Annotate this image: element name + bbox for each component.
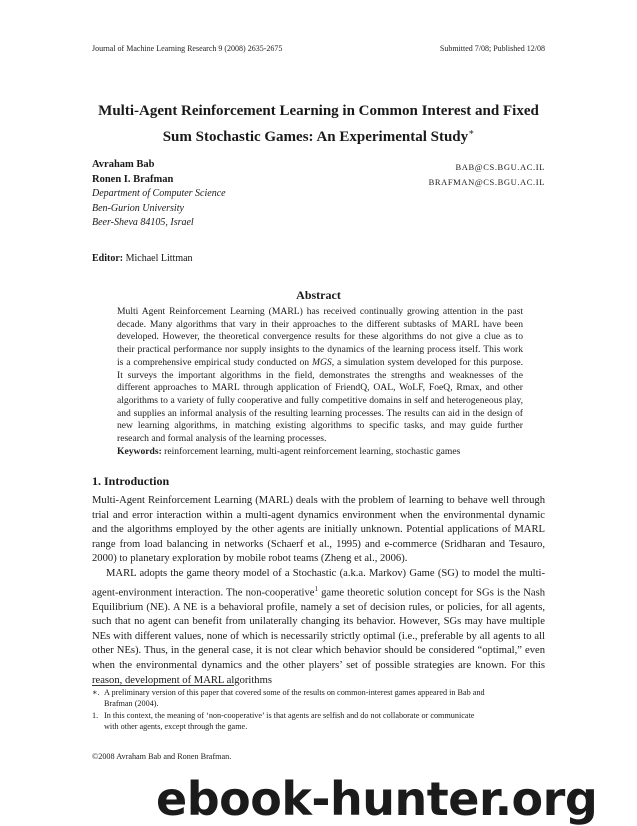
footnote-1-line-2: with other agents, except through the game. bbox=[104, 721, 248, 731]
keywords-line bbox=[117, 446, 523, 459]
author-emails bbox=[429, 160, 545, 189]
keywords-text: reinforcement learning, multi-agent reinforcement learning, stochastic games bbox=[161, 445, 461, 457]
abstract-heading: Abstract bbox=[296, 288, 341, 302]
editor-label: Editor: bbox=[92, 253, 124, 264]
journal-header: Journal of Machine Learning Research 9 (2008) 2635-2675 bbox=[92, 44, 283, 53]
abstract-body bbox=[117, 306, 523, 458]
footnote-1 bbox=[92, 711, 545, 732]
footnote-star-mark: ∗. bbox=[92, 688, 100, 697]
affiliation-line-1: Department of Computer Science bbox=[92, 188, 226, 199]
intro-p2-text-1: MARL adopts the game theory model of a Stochastic (a.k.a. Markov) Game (SG) to model the multi-agent-environment interaction. The non-cooperative bbox=[92, 567, 545, 599]
email-2: BRAFMAN@CS.BGU.AC.IL bbox=[428, 176, 545, 187]
title-line-2 bbox=[80, 122, 557, 148]
abstract-text-2: , a simulation system developed for this purpose. It surveys the important algorithms in the field, demonstrates the strengths and weaknesses of the different approaches to MARL through application of FriendQ, OAL, WoLF, FoeQ, Rmax, and other algorithms to a variety of fully cooperative and fully competitive domains in self and heterogeneous play, and supplies an informal analysis of the resulting learning processes. The results can aid in the design of new learning algorithms, in matching existing algorithms to specific tasks, and may guide further research and formal analysis of the learning processes. bbox=[117, 356, 523, 445]
intro-paragraph-1: Multi-Agent Reinforcement Learning (MARL) deals with the problem of learning to behave well through trial and error interaction within a multi-agent dynamics environment when the environmental dynamic and the algorithms employed by the other agents are initially unknown. Potential applications of MARL range from load balancing in networks (Schaerf et al., 1995) and e-commerce (Sridharan and Tesauro, 2000) to planetary exploration by mobile robot teams (Zheng et al., 2006). bbox=[92, 495, 545, 565]
title-line-2-text: Sum Stochastic Games: An Experimental Study bbox=[162, 129, 469, 145]
footnote-1-line-1: In this context, the meaning of ‘non-cooperative’ is that agents are selfish and do not collaborate or communicate bbox=[104, 711, 475, 720]
author-block bbox=[92, 158, 226, 231]
intro-paragraph-2 bbox=[92, 567, 545, 688]
footnote-1-mark: 1. bbox=[92, 711, 99, 720]
copyright-notice: ©2008 Avraham Bab and Ronen Brafman. bbox=[92, 752, 232, 761]
affiliation-line-3: Beer-Sheva 84105, Israel bbox=[92, 217, 194, 228]
footnote-star-line-2: Brafman (2004). bbox=[104, 698, 159, 708]
title-footnote-mark: ∗ bbox=[468, 127, 475, 137]
author-name-2: Ronen I. Brafman bbox=[92, 173, 174, 185]
editor-line bbox=[92, 253, 193, 264]
footnote-divider bbox=[92, 685, 234, 686]
abstract-mgs: MGS bbox=[311, 356, 332, 368]
abstract-text-1: Multi Agent Reinforcement Learning (MARL) has received continually growing attention in the past decade. Many algorithms that vary in their approaches to the different subtasks of MARL have been developed. However, the theoretical convergence results for these algorithms do not give a clue as to their practical performance nor supply insights to the dynamics of the learning process itself. This work is a comprehensive empirical study conducted on bbox=[117, 306, 523, 368]
submission-dates: Submitted 7/08; Published 12/08 bbox=[439, 44, 545, 53]
intro-p2-text-2: game theoretic solution concept for SGs is the Nash Equilibrium (NE). A NE is a behavioral profile, namely a set of decision rules, or policies, for all agents, such that no agent can benefit from unilaterally changing its behavior. However, SGs may have multiple NEs with different values, none of which is necessarily strictly optimal (i.e., preferable by all agents to all other NEs). Thus, in the general case, it is not clear which behavior should be considered “optimal,” even when the environmental dynamics and the other players’ set of possible strategies are known. For this reason, development of MARL algorithms bbox=[92, 587, 545, 686]
keywords-label: Keywords: bbox=[117, 445, 162, 457]
section-heading: 1. Introduction bbox=[92, 474, 170, 488]
footnote-star-line-1: A preliminary version of this paper that covered some of the results on common-interest games appeared in Bab and bbox=[104, 688, 485, 697]
footnote-ref-1: 1 bbox=[314, 584, 318, 593]
affiliation-line-2: Ben-Gurion University bbox=[92, 202, 184, 214]
paper-title bbox=[80, 101, 557, 148]
editor-name: Michael Littman bbox=[123, 253, 193, 264]
title-line-1: Multi-Agent Reinforcement Learning in Common Interest and Fixed bbox=[98, 103, 539, 119]
author-name-1: Avraham Bab bbox=[92, 159, 155, 170]
footnote-star bbox=[92, 688, 545, 709]
email-1: BAB@CS.BGU.AC.IL bbox=[455, 162, 545, 172]
watermark-text: ebook-hunter.org bbox=[156, 772, 598, 826]
introduction-body bbox=[92, 494, 545, 688]
